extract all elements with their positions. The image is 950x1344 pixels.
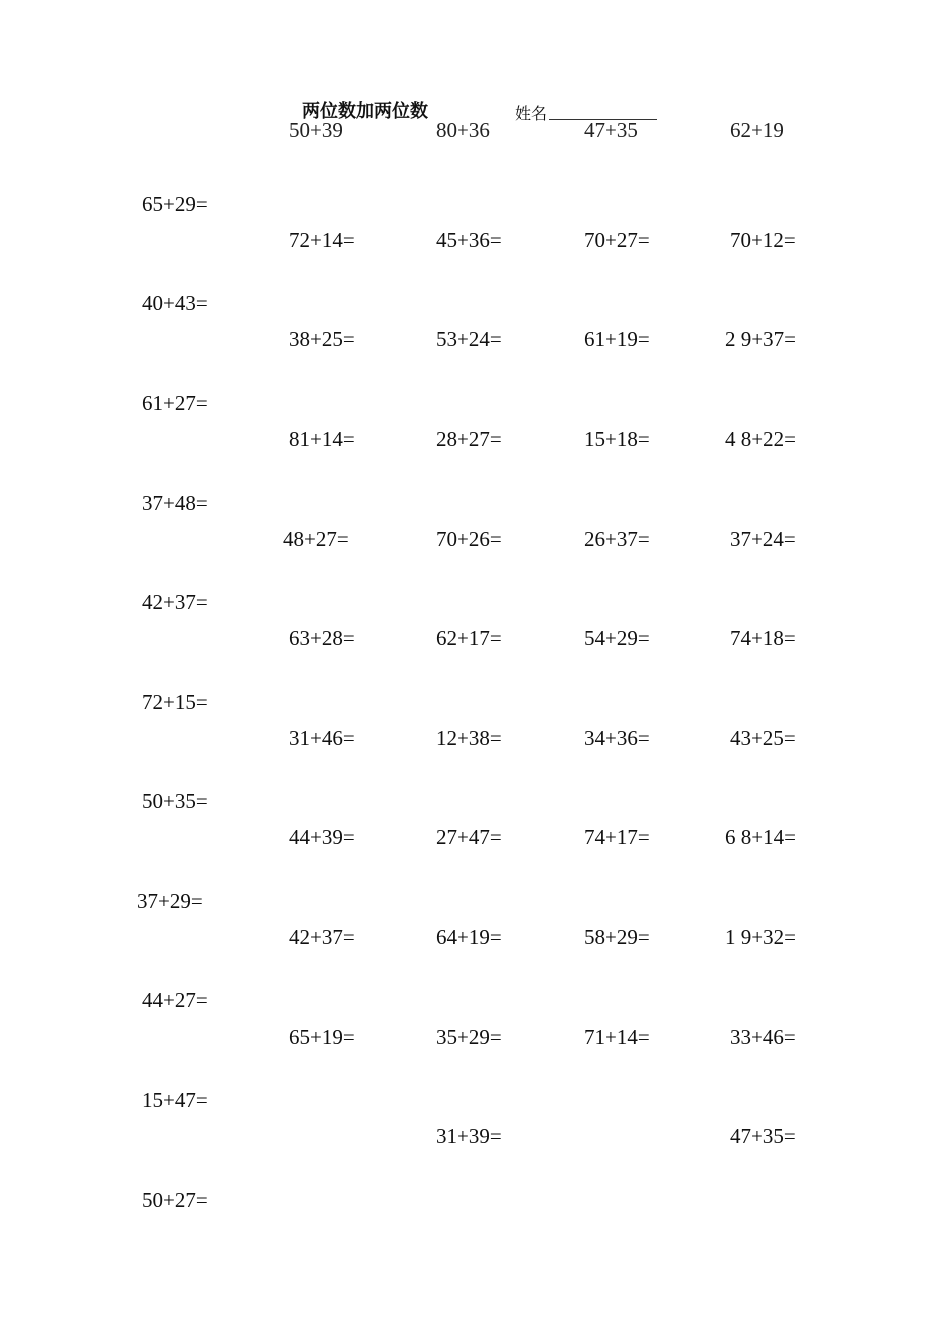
left-problem: 65+29= — [142, 192, 208, 216]
page-title: 两位数加两位数 — [302, 101, 428, 122]
grid-problem: 31+39= — [436, 1124, 502, 1148]
grid-problem: 70+26= — [436, 527, 502, 551]
clipped-row — [0, 118, 784, 148]
grid-problem: 61+19= — [584, 327, 650, 351]
grid-problem: 65+19= — [289, 1025, 355, 1049]
grid-problem: 81+14= — [289, 427, 355, 451]
grid-problem: 12+38= — [436, 726, 502, 750]
grid-problem: 64+19= — [436, 925, 502, 949]
grid-problem: 71+14= — [584, 1025, 650, 1049]
left-problem: 50+27= — [142, 1188, 208, 1212]
grid-problem: 54+29= — [584, 626, 650, 650]
grid-problem: 63+28= — [289, 626, 355, 650]
clipped-problem: 62+19 — [730, 118, 784, 142]
left-problem: 44+27= — [142, 988, 208, 1012]
grid-problem: 34+36= — [584, 726, 650, 750]
left-problem: 40+43= — [142, 291, 208, 315]
clipped-problem: 47+35 — [584, 118, 638, 142]
name-label: 姓名 — [515, 104, 548, 123]
grid-problem: 74+17= — [584, 825, 650, 849]
grid-problem: 53+24= — [436, 327, 502, 351]
grid-problem: 15+18= — [584, 427, 650, 451]
grid-problem: 58+29= — [584, 925, 650, 949]
grid-problem: 4 8+22= — [725, 427, 796, 451]
grid-problem: 47+35= — [730, 1124, 796, 1148]
grid-problem: 31+46= — [289, 726, 355, 750]
grid-problem: 43+25= — [730, 726, 796, 750]
left-problem: 42+37= — [142, 590, 208, 614]
grid-problem: 6 8+14= — [725, 825, 796, 849]
left-problem: 72+15= — [142, 690, 208, 714]
grid-problem: 1 9+32= — [725, 925, 796, 949]
left-problem: 61+27= — [142, 391, 208, 415]
grid-problem: 72+14= — [289, 228, 355, 252]
left-problem: 37+48= — [142, 491, 208, 515]
left-problem: 50+35= — [142, 789, 208, 813]
grid-problem: 70+12= — [730, 228, 796, 252]
grid-problem: 74+18= — [730, 626, 796, 650]
grid-problem: 62+17= — [436, 626, 502, 650]
grid-problem: 70+27= — [584, 228, 650, 252]
grid-problem: 33+46= — [730, 1025, 796, 1049]
grid-problem: 48+27= — [283, 527, 349, 551]
grid-problem: 45+36= — [436, 228, 502, 252]
grid-problem: 2 9+37= — [725, 327, 796, 351]
left-problem: 15+47= — [142, 1088, 208, 1112]
grid-problem: 26+37= — [584, 527, 650, 551]
grid-problem: 28+27= — [436, 427, 502, 451]
grid-problem: 38+25= — [289, 327, 355, 351]
grid-problem: 35+29= — [436, 1025, 502, 1049]
grid-problem: 44+39= — [289, 825, 355, 849]
grid-problem: 37+24= — [730, 527, 796, 551]
grid-problem: 27+47= — [436, 825, 502, 849]
grid-problem: 42+37= — [289, 925, 355, 949]
clipped-problem: 50+39 — [289, 118, 343, 142]
left-problem: 37+29= — [137, 889, 203, 913]
clipped-problem: 80+36 — [436, 118, 490, 142]
